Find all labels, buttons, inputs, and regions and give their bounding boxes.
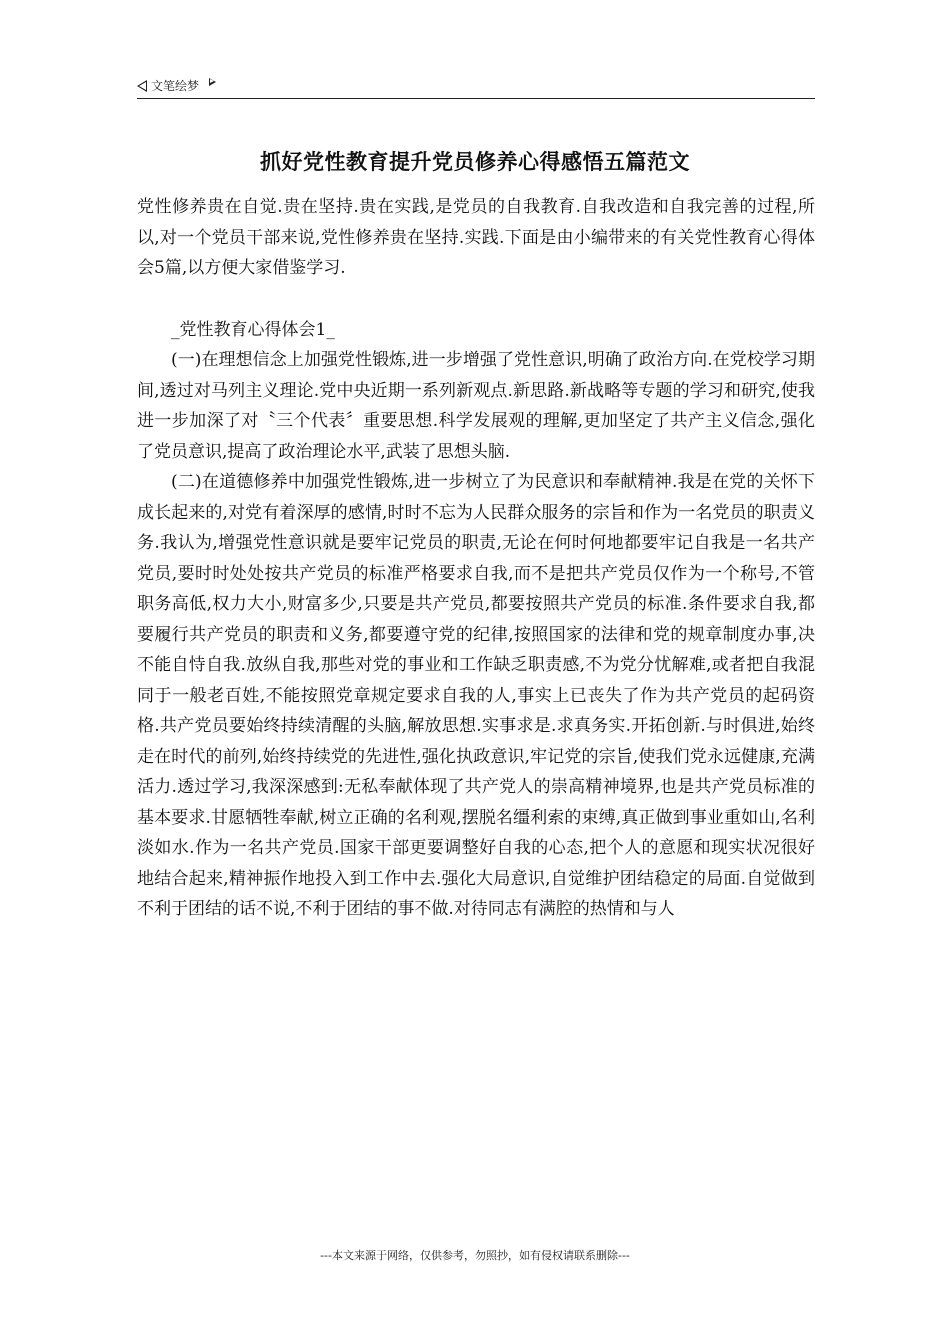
triangle-left-icon <box>137 80 147 92</box>
triangle-right-icon <box>209 78 216 86</box>
header-brand <box>137 77 216 94</box>
body-paragraph: (一)在理想信念上加强党性锻炼,进一步增强了党性意识,明确了政治方向.在党校学习期间,透过对马列主义理论.党中央近期一系列新观点.新思路.新战略等专题的学习和研究,使我进一步加深了对〝三个代表〞重要思想.科学发展观的理解,更加坚定了共产主义信念,强化了党员意识,提高了政治理论水平,武装了思想头脑. <box>137 350 815 462</box>
footer-disclaimer: ---本文来源于网络，仅供参考，勿照抄，如有侵权请联系删除--- <box>320 1249 630 1262</box>
document-body <box>137 192 815 925</box>
document-title: 抓好党性教育提升党员修养心得感悟五篇范文 <box>260 150 690 174</box>
section-heading: _党性教育心得体会1_ <box>171 319 335 340</box>
intro-paragraph: 党性修养贵在自觉.贵在坚持.贵在实践,是党员的自我教育.自我改造和自我完善的过程,所以,对一个党员干部来说,党性修养贵在坚持.实践.下面是由小编带来的有关党性教育心得体会5篇,以方便大家借鉴学习. <box>137 197 815 278</box>
body-paragraph: (二)在道德修养中加强党性锻炼,进一步树立了为民意识和奉献精神.我是在党的关怀下成长起来的,对党有着深厚的感情,时时不忘为人民群众服务的宗旨和作为一名党员的职责义务.我认为,增强党性意识就是要牢记党员的职责,无论在何时何地都要牢记自我是一名共产党员,要时时处处按共产党员的标准严格要求自我,而不是把共产党员仅作为一个称号,不管职务高低,权力大小,财富多少,只要是共产党员,都要按照共产党员的标准.条件要求自我,都要履行共产党员的职责和义务,都要遵守党的纪律,按照国家的法律和党的规章制度办事,决不能自恃自我.放纵自我,那些对党的事业和工作缺乏职责感,不为党分忧解难,或者把自我混同于一般老百姓,不能按照党章规定要求自我的人,事实上已丧失了作为共产党员的起码资格.共产党员要始终持续清醒的头脑,解放思想.实事求是.求真务实.开拓创新.与时俱进,始终走在时代的前列,始终持续党的先进性,强化执政意识,牢记党的宗旨,使我们党永远健康,充满活力.透过学习,我深深感到:无私奉献体现了共产党人的崇高精神境界,也是共产党员标准的基本要求.甘愿牺牲奉献,树立正确的名利观,摆脱名缰利索的束缚,真正做到事业重如山,名利淡如水.作为一名共产党员.国家干部更要调整好自我的心态,把个人的意愿和现实状况很好地结合起来,精神振作地投入到工作中去.强化大局意识,自觉维护团结稳定的局面.自觉做到不利于团结的话不说,不利于团结的事不做.对待同志有满腔的热情和与人 <box>137 472 815 919</box>
brand-name: 文笔绘梦 <box>151 79 200 93</box>
page-header <box>137 74 815 99</box>
